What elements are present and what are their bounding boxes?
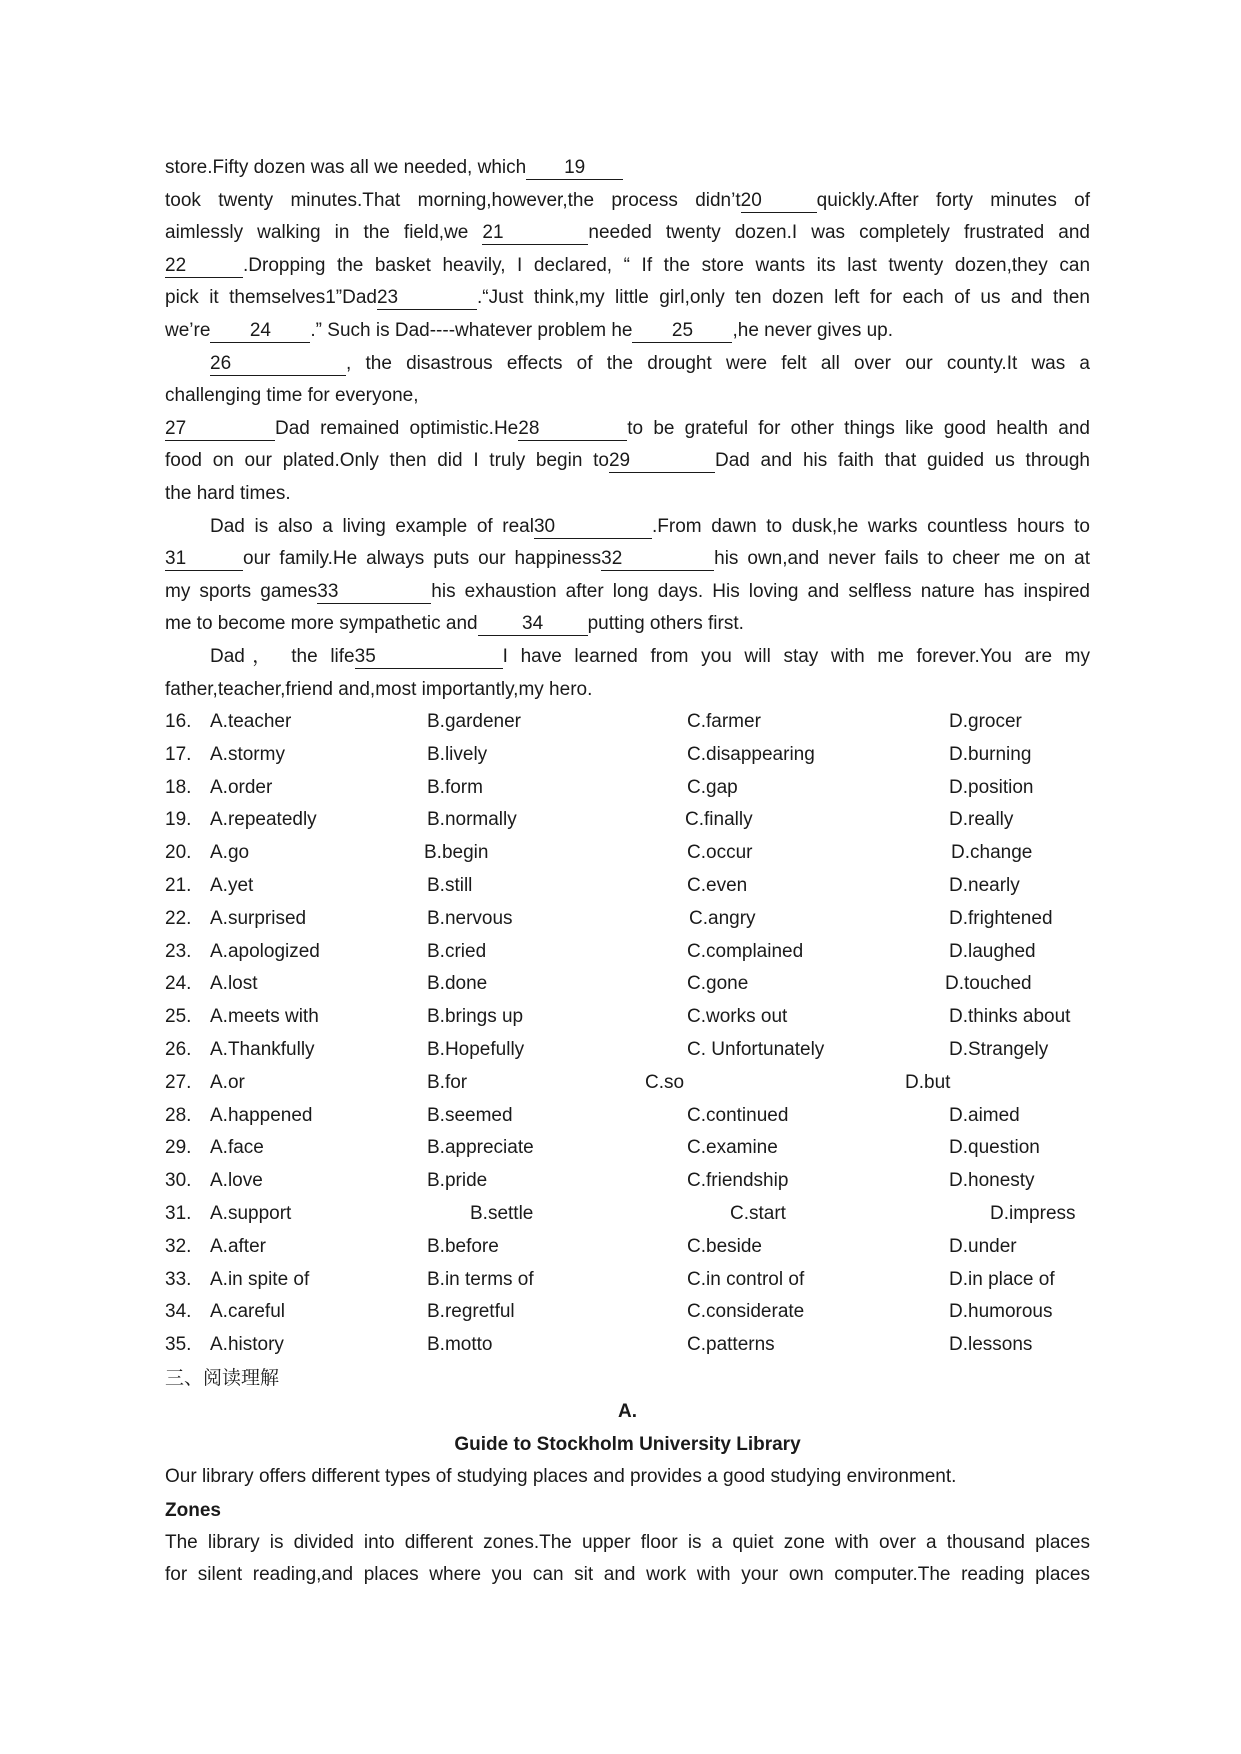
zones-paragraph-line: The library is divided into different zones.The upper floor is a quiet zone with over a thousand places (165, 1531, 1090, 1553)
cloze-passage (165, 152, 1090, 706)
passage-line: store.Fifty dozen was all we needed, which 19 (165, 152, 1090, 185)
passage-line: father,teacher,friend and,most importantly,my hero. (165, 678, 593, 700)
zones-paragraph-line: for silent reading,and places where you can sit and work with your own computer.The reading places (165, 1564, 1090, 1586)
option-row: 34. A.careful B.regretful C.considerate D.humorous (165, 1301, 1053, 1323)
blank-19: 19 (526, 157, 623, 180)
section-heading: 三、阅读理解 (165, 1367, 280, 1390)
passage-line: 22 .Dropping the basket heavily, I declared, “ If the store wants its last twenty dozen,they can (165, 254, 1091, 276)
passage-line: aimlessly walking in the field,we 21 needed twenty dozen.I was completely frustrated and (165, 222, 1090, 244)
option-row: 32. A.after B.before C.beside D.under (165, 1235, 1017, 1257)
option-row: 20. A.go B.begin C.occur D.change (165, 842, 1033, 864)
blank-29: 29 (609, 450, 715, 473)
blank-31: 31 (165, 548, 243, 571)
zones-heading: Zones (165, 1499, 221, 1521)
blank-21: 21 (482, 222, 588, 245)
exam-page (165, 152, 1090, 1592)
passage-line: 31 our family.He always puts our happiness32 his own,and never fails to cheer me on at (165, 548, 1091, 570)
passage-line: me to become more sympathetic and 34 putting others first. (165, 613, 744, 635)
option-row: 33. A.in spite of B.in terms of C.in control of D.in place of (165, 1268, 1055, 1290)
option-row: 35. A.history B.motto C.patterns D.lessons (165, 1334, 1033, 1356)
passage-line: pick it themselves1”Dad23 .“Just think,my little girl,only ten dozen left for each of us and then (165, 287, 1090, 309)
answer-options (165, 706, 1090, 1362)
option-row: 22. A.surprised B.nervous C.angry D.frightened (165, 907, 1053, 929)
option-row: 28. A.happened B.seemed C.continued D.aimed (165, 1104, 1020, 1126)
option-row: 25. A.meets with B.brings up C.works out D.thinks about (165, 1006, 1071, 1028)
passage-line: the hard times. (165, 482, 291, 504)
passage-title: Guide to Stockholm University Library (454, 1434, 801, 1456)
option-row: 30. A.love B.pride C.friendship D.honesty (165, 1170, 1035, 1192)
passage-line: Dad， the life35 I have learned from you will stay with me forever.You are my (210, 645, 1090, 667)
blank-32: 32 (601, 548, 714, 571)
blank-35: 35 (355, 646, 503, 669)
blank-27: 27 (165, 418, 275, 441)
blank-25: 25 (632, 320, 732, 343)
option-row: 27. A.or B.for C.so D.but (165, 1071, 951, 1093)
passage-line: 26 , the disastrous effects of the drought were felt all over our county.It was a (210, 352, 1090, 374)
option-row: 19. A.repeatedly B.normally C.finally D.really (165, 809, 1014, 831)
blank-28: 28 (518, 418, 627, 441)
blank-30: 30 (534, 516, 652, 539)
option-row: 23. A.apologized B.cried C.complained D.laughed (165, 940, 1036, 962)
blank-23: 23 (377, 287, 477, 310)
option-row: 24. A.lost B.done C.gone D.touched (165, 973, 1032, 995)
passage-line: challenging time for everyone, (165, 385, 419, 407)
option-row: 17. A.stormy B.lively C.disappearing D.burning (165, 743, 1032, 765)
option-row: 21. A.yet B.still C.even D.nearly (165, 875, 1020, 897)
option-row: 26. A.Thankfully B.Hopefully C. Unfortunately D.Strangely (165, 1039, 1049, 1061)
passage-line: my sports games33 his exhaustion after long days. His loving and selfless nature has inspired (165, 580, 1091, 602)
option-row: 16. A.teacher B.gardener C.farmer D.grocer (165, 711, 1022, 733)
passage-line: Dad is also a living example of real30 .From dawn to dusk,he warks countless hours to (210, 515, 1090, 537)
blank-34: 34 (478, 613, 588, 636)
blank-33: 33 (317, 581, 431, 604)
passage-line: took twenty minutes.That morning,however,the process didn’t20 quickly.After forty minutes of (165, 189, 1091, 211)
blank-20: 20 (741, 190, 817, 213)
option-row: 31. A.support B.settle C.start D.impress (165, 1203, 1076, 1225)
passage-line: food on our plated.Only then did I truly begin to29 Dad and his faith that guided us through (165, 450, 1090, 472)
blank-22: 22 (165, 255, 243, 278)
option-row: 29. A.face B.appreciate C.examine D.question (165, 1137, 1040, 1159)
passage-line: we’re 24 .” Such is Dad----whatever problem he 25 ,he never gives up. (165, 319, 894, 341)
option-row: 18. A.order B.form C.gap D.position (165, 776, 1034, 798)
blank-26: 26 (210, 353, 346, 376)
passage-line: 27 Dad remained optimistic.He28 to be grateful for other things like good health and (165, 417, 1090, 439)
blank-24: 24 (210, 320, 310, 343)
intro-paragraph: Our library offers different types of studying places and provides a good studying environment. (165, 1466, 957, 1488)
passage-label: A. (618, 1401, 637, 1423)
